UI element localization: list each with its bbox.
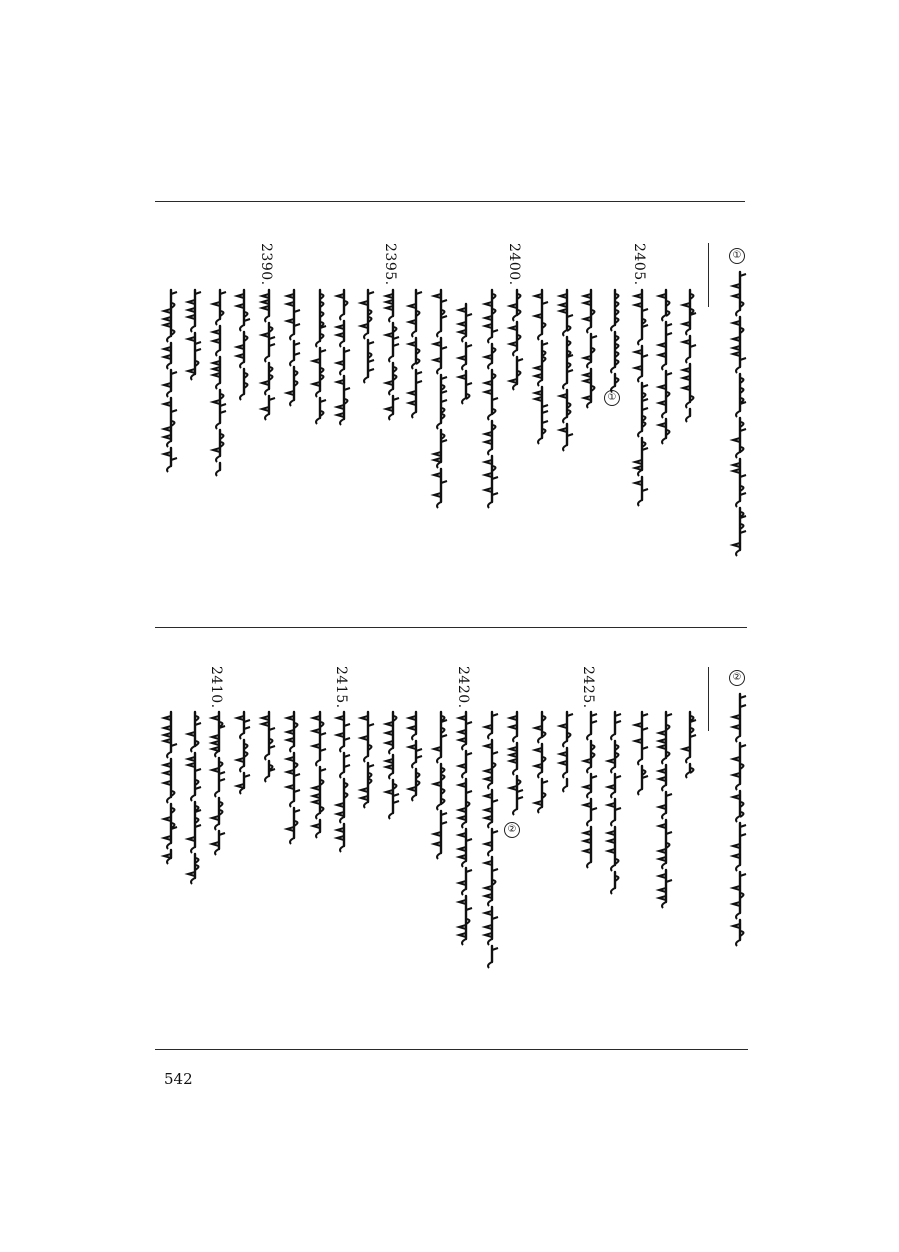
lower-verse-line xyxy=(233,712,255,788)
top-rule xyxy=(155,201,745,202)
lower-verse-line xyxy=(184,712,206,878)
upper-line-number-2390: 2390. xyxy=(258,243,274,286)
lower-verse-line xyxy=(333,712,355,846)
upper-verse-line xyxy=(309,290,331,418)
lower-verse-line xyxy=(208,712,230,862)
upper-verse-line xyxy=(405,290,427,416)
upper-verse-line xyxy=(604,290,626,386)
lower-line-number-2415: 2415. xyxy=(333,666,349,709)
upper-verse-line xyxy=(679,290,701,416)
upper-verse-line xyxy=(481,290,503,502)
bottom-rule xyxy=(155,1049,748,1050)
lower-verse-line xyxy=(481,712,503,962)
upper-verse-line xyxy=(209,290,231,470)
upper-line-number-2400: 2400. xyxy=(506,243,522,286)
lower-inline-footnote-ref: ② xyxy=(504,822,520,838)
lower-verse-line xyxy=(405,712,427,796)
lower-verse-line xyxy=(506,712,528,820)
lower-footnote-marker: ② xyxy=(729,670,745,686)
middle-rule xyxy=(155,627,747,628)
lower-line-number-2420: 2420. xyxy=(455,666,471,709)
lower-verse-line xyxy=(283,712,305,838)
lower-verse-line xyxy=(556,712,578,786)
upper-verse-line xyxy=(631,290,653,500)
upper-line-number-2395: 2395. xyxy=(382,243,398,286)
lower-line-number-2425: 2425. xyxy=(580,666,596,709)
upper-inline-footnote-ref: ① xyxy=(604,390,620,406)
lower-footnote-separator xyxy=(708,667,709,731)
lower-verse-line xyxy=(430,712,452,866)
upper-verse-line xyxy=(430,290,452,502)
upper-verse-line xyxy=(655,290,677,438)
upper-footnote-separator xyxy=(708,243,709,307)
upper-verse-line xyxy=(258,290,280,415)
upper-line-number-2405: 2405. xyxy=(631,243,647,286)
lower-verse-line xyxy=(631,712,653,798)
upper-verse-line xyxy=(506,290,528,384)
lower-line-number-2410: 2410. xyxy=(208,666,224,709)
lower-verse-line xyxy=(655,712,677,910)
lower-verse-line xyxy=(258,712,280,776)
upper-verse-line xyxy=(160,290,182,466)
upper-footnote-marker: ① xyxy=(729,248,745,264)
lower-verse-line xyxy=(679,712,701,772)
upper-verse-line xyxy=(283,290,305,400)
upper-verse-line xyxy=(580,290,602,408)
upper-verse-line xyxy=(531,290,553,440)
upper-footnote-script xyxy=(729,272,751,550)
lower-verse-line xyxy=(531,712,553,820)
lower-verse-line xyxy=(160,712,182,858)
lower-verse-line xyxy=(580,712,602,862)
lower-verse-line xyxy=(309,712,331,832)
upper-verse-line xyxy=(357,290,379,386)
lower-verse-line xyxy=(357,712,379,814)
lower-verse-line xyxy=(604,712,626,888)
upper-verse-line xyxy=(184,290,206,386)
upper-verse-line xyxy=(333,290,355,420)
upper-verse-line xyxy=(455,304,477,398)
upper-verse-line xyxy=(382,290,404,420)
upper-verse-line xyxy=(233,290,255,394)
upper-verse-line xyxy=(556,290,578,445)
lower-verse-line xyxy=(382,712,404,816)
lower-verse-line xyxy=(455,712,477,940)
lower-footnote-script xyxy=(729,694,751,940)
page-number: 542 xyxy=(164,1070,193,1088)
